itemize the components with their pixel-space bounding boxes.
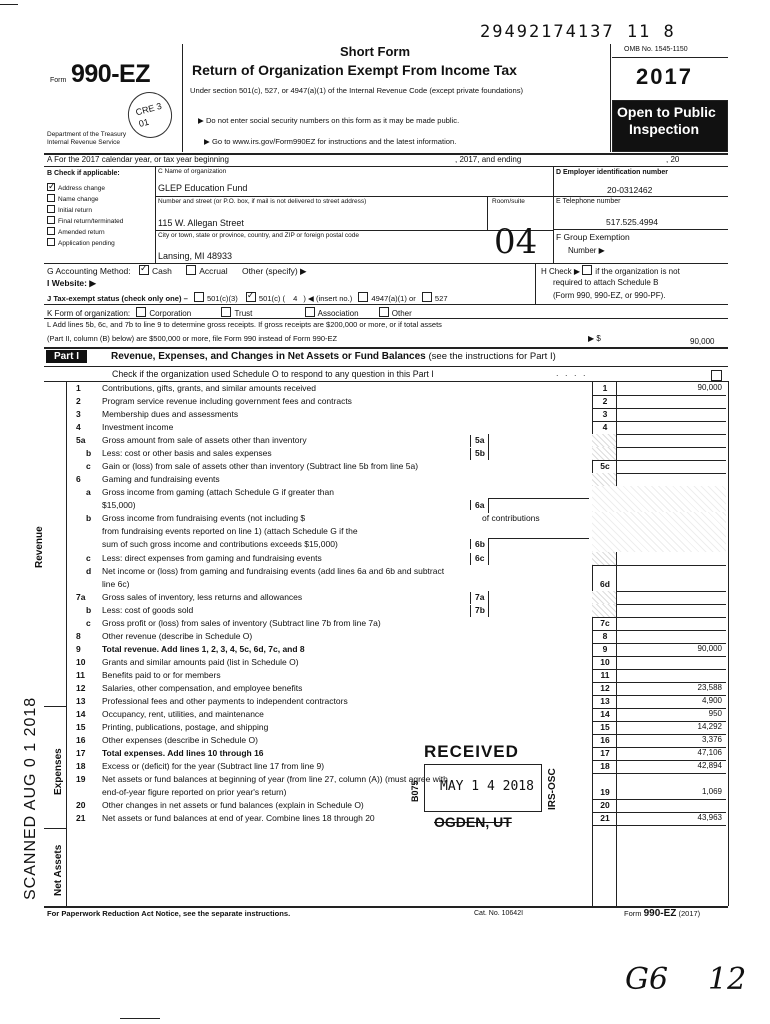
amount-line-number: 14: [600, 709, 610, 719]
document-locator-number: 29492174137 11 8: [480, 22, 676, 42]
org-name: GLEP Education Fund: [158, 183, 248, 193]
catalog-number: Cat. No. 10642I: [474, 910, 524, 917]
instructions-link-text: ▶ Go to www.irs.gov/Form990EZ for instructions and the latest information.: [204, 137, 457, 146]
shaded-cell: [592, 486, 726, 512]
line-description: Program service revenue including government fees and contracts: [102, 396, 352, 406]
line-row-6b: [58, 512, 726, 552]
section-b-checkbox[interactable]: [47, 205, 55, 213]
line-number: 4: [76, 422, 81, 432]
line-description: Occupancy, rent, utilities, and maintenance: [102, 709, 264, 719]
scanned-stamp: SCANNED AUG 0 1 2018: [22, 696, 39, 900]
other-org-label: Other: [391, 309, 412, 318]
amount-line-number: 2: [602, 396, 608, 406]
group-exemption-number-label: Number ▶: [568, 246, 605, 255]
org-name-label: C Name of organization: [158, 168, 227, 175]
footer-form-number: 990-EZ: [643, 908, 677, 919]
row-divider: [592, 825, 726, 826]
section-b-checkbox[interactable]: [47, 183, 55, 191]
line-description: Gross income from fundraising events (not including $: [102, 513, 306, 523]
section-b-item: [47, 227, 123, 238]
line-row: [58, 434, 726, 447]
schedule-b-checkbox[interactable]: [582, 265, 592, 275]
section-b-item: [47, 183, 123, 194]
amount-value[interactable]: 950: [708, 709, 722, 718]
section-b-item-label: Name change: [58, 196, 99, 203]
line-number: 18: [76, 761, 86, 771]
line-description: Other expenses (describe in Schedule O): [102, 735, 258, 745]
association-checkbox[interactable]: [305, 307, 315, 317]
line-number: 16: [76, 735, 86, 745]
line-row: [58, 669, 726, 682]
shaded-cell: [592, 434, 616, 447]
amount-line-number: 19: [600, 787, 610, 797]
line-number: 13: [76, 696, 86, 706]
line-description: Gain or (loss) from sale of assets other than inventory (Subtract line 5b from line 5a): [102, 461, 419, 471]
tax-year: 2017: [636, 64, 693, 89]
amount-line-number: 9: [602, 644, 608, 654]
line-sub-letter: b: [86, 513, 92, 523]
no-ssn-notice: ▶ Do not enter social security numbers on this form as it may be made public.: [198, 116, 460, 125]
line-sub-letter: c: [86, 618, 91, 628]
amount-line-number: 21: [600, 813, 610, 823]
mid-line-number: 6a: [470, 500, 484, 510]
amount-line-number: 10: [600, 657, 610, 667]
line-number: 17: [76, 748, 86, 758]
line-number: 10: [76, 657, 86, 667]
section-b-item-label: Initial return: [58, 207, 92, 214]
received-stamp-side-left: B075: [410, 780, 420, 802]
line-row: [58, 421, 726, 434]
revenue-side-label: Revenue: [34, 526, 45, 568]
line-number: 20: [76, 800, 86, 810]
shaded-cell: [592, 591, 616, 604]
amount-line-number: 17: [600, 748, 610, 758]
line-g: [47, 265, 307, 277]
line-row: [58, 760, 726, 773]
line-h-check-label: H Check ▶: [541, 267, 581, 276]
line-number: 15: [76, 722, 86, 732]
501c3-checkbox[interactable]: [194, 292, 204, 302]
line-sub-letter: a: [86, 487, 91, 497]
line-number: 21: [76, 813, 86, 823]
line-row: [58, 617, 726, 630]
schedule-o-checkbox[interactable]: [711, 370, 722, 381]
501c-insert-label: ) ◀ (insert no.): [303, 294, 353, 303]
527-checkbox[interactable]: [422, 292, 432, 302]
line-sub-letter: b: [86, 605, 92, 615]
shaded-cell: [592, 447, 616, 460]
section-b-item: [47, 216, 123, 227]
501c-label: 501(c) (: [258, 294, 286, 303]
form-subtitle: Under section 501(c), 527, or 4947(a)(1) of the Internal Revenue Code (except private foundations): [190, 86, 524, 95]
line-h-text-3: (Form 990, 990-EZ, or 990-PF).: [553, 291, 666, 300]
trust-checkbox[interactable]: [221, 307, 231, 317]
amount-line-number: 4: [602, 422, 608, 432]
received-stamp-date: MAY 1 4 2018: [440, 779, 534, 794]
line-l-text-2: (Part II, column (B) below) are $500,000 or more, file Form 990 instead of Form 990-EZ: [47, 334, 338, 343]
form-title: Return of Organization Exempt From Income Tax: [192, 62, 517, 78]
line-sub-letter: c: [86, 461, 91, 471]
line-row: [58, 630, 726, 643]
line-description-2: end-of-year figure reported on prior year's return): [102, 787, 287, 797]
line-description: Investment income: [102, 422, 174, 432]
line-row: [58, 747, 726, 760]
amount-line-number: 7c: [600, 618, 610, 628]
expenses-side-label: Expenses: [53, 748, 64, 795]
line-number: 2: [76, 396, 81, 406]
section-b-checkbox[interactable]: [47, 238, 55, 246]
line-description-2: from fundraising events reported on line 1) (attach Schedule G if the: [102, 526, 358, 536]
amount-value[interactable]: 23,588: [697, 683, 722, 692]
street-address: 115 W. Allegan Street: [158, 218, 244, 228]
handwritten-mark-1: G6: [625, 962, 669, 997]
line-row: [58, 604, 726, 617]
line-description: Other changes in net assets or fund balances (explain in Schedule O): [102, 800, 364, 810]
received-stamp: [410, 742, 558, 834]
shaded-cell: [592, 552, 616, 565]
line-description: Total expenses. Add lines 10 through 16: [102, 748, 264, 758]
line-number: 19: [76, 774, 86, 784]
527-label: 527: [434, 294, 448, 303]
line-sub-letter: d: [86, 566, 92, 576]
footer-form-prefix: Form: [624, 909, 642, 918]
line-k: [47, 307, 412, 318]
line-sub-letter: b: [86, 448, 92, 458]
amount-line-number: 5c: [600, 461, 610, 471]
mid-amount-box[interactable]: [488, 604, 589, 617]
line-row-6a: [58, 486, 726, 512]
line-description: Benefits paid to or for members: [102, 670, 221, 680]
line-number: 11: [76, 670, 85, 680]
omb-number: OMB No. 1545-1150: [624, 46, 688, 53]
amount-value[interactable]: 42,894: [697, 761, 722, 770]
contributions-label: of contributions: [482, 513, 540, 523]
footer-form-year: (2017): [678, 909, 701, 918]
mid-line-number: 6c: [470, 553, 484, 565]
short-form-label: Short Form: [340, 44, 411, 59]
amount-line-number: 8: [602, 631, 608, 641]
mid-amount-box[interactable]: [488, 591, 589, 604]
mid-line-number: 7b: [470, 605, 485, 617]
line-h-text-2: required to attach Schedule B: [553, 278, 659, 287]
amount-value[interactable]: 47,106: [697, 748, 722, 757]
line-description: Salaries, other compensation, and employee benefits: [102, 683, 303, 693]
section-b-item: [47, 238, 123, 249]
line-description: Other revenue (describe in Schedule O): [102, 631, 253, 641]
line-row: [58, 408, 726, 421]
line-description: Total revenue. Add lines 1, 2, 3, 4, 5c, 6d, 7c, and 8: [102, 644, 305, 654]
amount-value[interactable]: 1,069: [701, 787, 722, 796]
received-stamp-title: RECEIVED: [424, 742, 519, 761]
handwritten-mark-2: 12: [708, 962, 747, 997]
amount-value[interactable]: 90,000: [697, 383, 722, 392]
amount-value[interactable]: 43,963: [697, 813, 722, 822]
line-description: Gaming and fundraising events: [102, 474, 220, 484]
section-b-item-label: Application pending: [58, 240, 115, 247]
line-number: 14: [76, 709, 86, 719]
amount-value[interactable]: 90,000: [697, 644, 722, 653]
line-j: [47, 292, 448, 303]
mid-amount-box[interactable]: [488, 538, 589, 553]
shaded-cell: [592, 512, 726, 552]
line-row: [58, 656, 726, 669]
accounting-method-label: G Accounting Method:: [47, 266, 131, 276]
part-1-title-row: [111, 351, 556, 362]
part-1-tag: Part I: [46, 350, 87, 363]
amount-line-number: 3: [602, 409, 608, 419]
line-description: Less: cost or other basis and sales expenses: [102, 448, 272, 458]
line-row: [58, 591, 726, 604]
section-b-checklist: [47, 183, 123, 249]
form-of-organization-label: K Form of organization:: [47, 309, 131, 318]
section-b-title: B Check if applicable:: [47, 170, 120, 177]
line-row: [58, 460, 726, 473]
section-b-item-label: Address change: [58, 185, 105, 192]
gross-receipts-value: 90,000: [690, 337, 715, 346]
line-description: Gross sales of inventory, less returns and allowances: [102, 592, 303, 602]
amount-line-number: 13: [600, 696, 610, 706]
line-row: [58, 447, 726, 460]
line-description: Net assets or fund balances at beginning of year (from line 27, column (A)) (must agree with: [102, 774, 448, 784]
open-to-public-label: Open to Public: [617, 104, 716, 120]
line-number: 8: [76, 631, 81, 641]
line-row: [58, 395, 726, 408]
line-description: Contributions, gifts, grants, and similar amounts received: [102, 383, 317, 393]
4947-label: 4947(a)(1) or: [371, 294, 416, 303]
line-sub-letter: c: [86, 553, 91, 563]
ein-value: 20-0312462: [607, 185, 653, 195]
mid-line-number: 5a: [470, 435, 484, 447]
line-row: [58, 799, 726, 812]
footer-form-label: [624, 908, 700, 919]
received-stamp-side-right: IRS-OSC: [547, 768, 558, 810]
line-row: [58, 382, 726, 395]
cre-stamp-text: CRE 3 01: [134, 100, 163, 129]
net-assets-side-label: Net Assets: [53, 844, 64, 896]
website-label: I Website: ▶: [47, 278, 96, 288]
city-state-zip: Lansing, MI 48933: [158, 251, 233, 261]
line-h: [541, 265, 680, 276]
corporation-checkbox[interactable]: [136, 307, 146, 317]
section-b-item: [47, 205, 123, 216]
shaded-cell: [592, 604, 616, 617]
section-b-item-label: Amended return: [58, 229, 105, 236]
other-org-checkbox[interactable]: [379, 307, 389, 317]
line-number: 1: [76, 383, 81, 393]
schedule-o-check-line: Check if the organization used Schedule O to respond to any question in this Part I: [112, 369, 434, 379]
line-row: [58, 812, 726, 825]
line-row: [58, 552, 726, 565]
line-number: 12: [76, 683, 86, 693]
telephone-label: E Telephone number: [556, 198, 621, 205]
line-description-3: sum of such gross income and contributions exceeds $15,000): [102, 539, 338, 549]
paperwork-notice: For Paperwork Reduction Act Notice, see the separate instructions.: [47, 909, 291, 918]
group-exemption-label: F Group Exemption: [556, 232, 630, 242]
line-number: 5a: [76, 435, 86, 445]
line-a-end: , 20: [666, 155, 680, 164]
mid-amount-box[interactable]: [488, 447, 589, 460]
section-b-checkbox[interactable]: [47, 216, 55, 224]
amount-line-number: 6d: [600, 579, 610, 589]
tax-exempt-status-label: J Tax-exempt status (check only one) –: [47, 294, 188, 303]
line-description: Excess or (deficit) for the year (Subtract line 17 from line 9): [102, 761, 325, 771]
mid-line-number: 7a: [470, 592, 484, 604]
amount-line-number: 15: [600, 722, 610, 732]
other-method-label: Other (specify) ▶: [241, 266, 307, 276]
line-row: [58, 695, 726, 708]
cash-checkbox[interactable]: [139, 265, 149, 275]
amount-line-number: 20: [600, 800, 610, 810]
form-prefix: Form: [50, 77, 67, 84]
handwritten-code: 04: [494, 222, 538, 262]
section-b-item: [47, 194, 123, 205]
line-description: Net assets or fund balances at end of year. Combine lines 18 through 20: [102, 813, 375, 823]
accrual-checkbox[interactable]: [186, 265, 196, 275]
line-l-text-1: L Add lines 5b, 6c, and 7b to line 9 to determine gross receipts. If gross receipts are $200,000 or more, or if total assets: [47, 320, 442, 329]
line-number: 3: [76, 409, 81, 419]
ein-label: D Employer identification number: [556, 169, 669, 176]
mid-amount-box[interactable]: [488, 434, 589, 447]
line-description: Printing, publications, postage, and shipping: [102, 722, 269, 732]
part-1-title-note: (see the instructions for Part I): [428, 351, 556, 362]
mid-amount-box[interactable]: [488, 498, 589, 513]
line-description-2: line 6c): [102, 579, 130, 589]
amount-value[interactable]: 14,292: [697, 722, 722, 731]
line-number: 7a: [76, 592, 86, 602]
amount-line-number: 12: [600, 683, 610, 693]
section-b-item-label: Final return/terminated: [58, 218, 124, 225]
irs-label: Internal Revenue Service: [47, 139, 120, 146]
501c-checkbox[interactable]: [246, 292, 256, 302]
line-description-2: $15,000): [102, 500, 136, 510]
line-description: Gross income from gaming (attach Schedule G if greater than: [102, 487, 334, 497]
line-row: [58, 682, 726, 695]
line-row: [58, 643, 726, 656]
line-description: Gross profit or (loss) from sales of inventory (Subtract line 7b from line 7a): [102, 618, 381, 628]
section-b-checkbox[interactable]: [47, 227, 55, 235]
line-description: Membership dues and assessments: [102, 409, 239, 419]
line-number: 6: [76, 474, 81, 484]
line-a-mid: , 2017, and ending: [455, 155, 522, 164]
section-b-checkbox[interactable]: [47, 194, 55, 202]
amount-value[interactable]: 3,376: [701, 735, 722, 744]
cash-label: Cash: [152, 266, 172, 276]
mid-amount-box[interactable]: [488, 552, 589, 565]
amount-line-number: 1: [602, 383, 608, 393]
line-row-19: [58, 773, 726, 799]
line-row: [58, 473, 726, 486]
part-1-title: Revenue, Expenses, and Changes in Net Assets or Fund Balances: [111, 351, 426, 362]
line-row: [58, 734, 726, 747]
city-label: City or town, state or province, country, and ZIP or foreign postal code: [158, 232, 359, 239]
amount-line-number: 16: [600, 735, 610, 745]
inspection-label: Inspection: [629, 121, 700, 137]
line-l-arrow: ▶ $: [588, 334, 601, 343]
line-a-label: A For the 2017 calendar year, or tax year beginning: [47, 155, 229, 164]
telephone-value: 517.525.4994: [606, 217, 658, 227]
mid-line-number: 6b: [470, 539, 485, 549]
room-suite-label: Room/suite: [492, 198, 525, 205]
501c-number[interactable]: 4: [293, 294, 298, 303]
amount-value[interactable]: 4,900: [701, 696, 722, 705]
line-description: Less: direct expenses from gaming and fundraising events: [102, 553, 322, 563]
line-description: Gross amount from sale of assets other than inventory: [102, 435, 307, 445]
line-description: Less: cost of goods sold: [102, 605, 194, 615]
line-description: Net income or (loss) from gaming and fundraising events (add lines 6a and 6b and subtract: [102, 566, 445, 576]
street-label: Number and street (or P.O. box, if mail is not delivered to street address): [158, 198, 367, 205]
trust-label: Trust: [234, 309, 253, 318]
shaded-cell: [592, 473, 616, 486]
department-label: Department of the Treasury: [47, 131, 127, 138]
amount-line-number: 11: [600, 670, 610, 680]
form-number: 990-EZ: [71, 60, 150, 88]
line-row: [58, 721, 726, 734]
4947-checkbox[interactable]: [358, 292, 368, 302]
501c3-label: 501(c)(3): [206, 294, 238, 303]
line-row: [58, 708, 726, 721]
cre-stamp: [123, 87, 177, 143]
association-label: Association: [317, 309, 359, 318]
line-row-6d: [58, 565, 726, 591]
received-stamp-city: OGDEN, UT: [434, 814, 512, 830]
mid-line-number: 5b: [470, 448, 485, 460]
corporation-label: Corporation: [149, 309, 192, 318]
line-number: 9: [76, 644, 81, 654]
accrual-label: Accrual: [199, 266, 228, 276]
line-description: Professional fees and other payments to independent contractors: [102, 696, 348, 706]
line-description: Grants and similar amounts paid (list in Schedule O): [102, 657, 299, 667]
line-h-text: if the organization is not: [595, 267, 680, 276]
amount-line-number: 18: [600, 761, 610, 771]
